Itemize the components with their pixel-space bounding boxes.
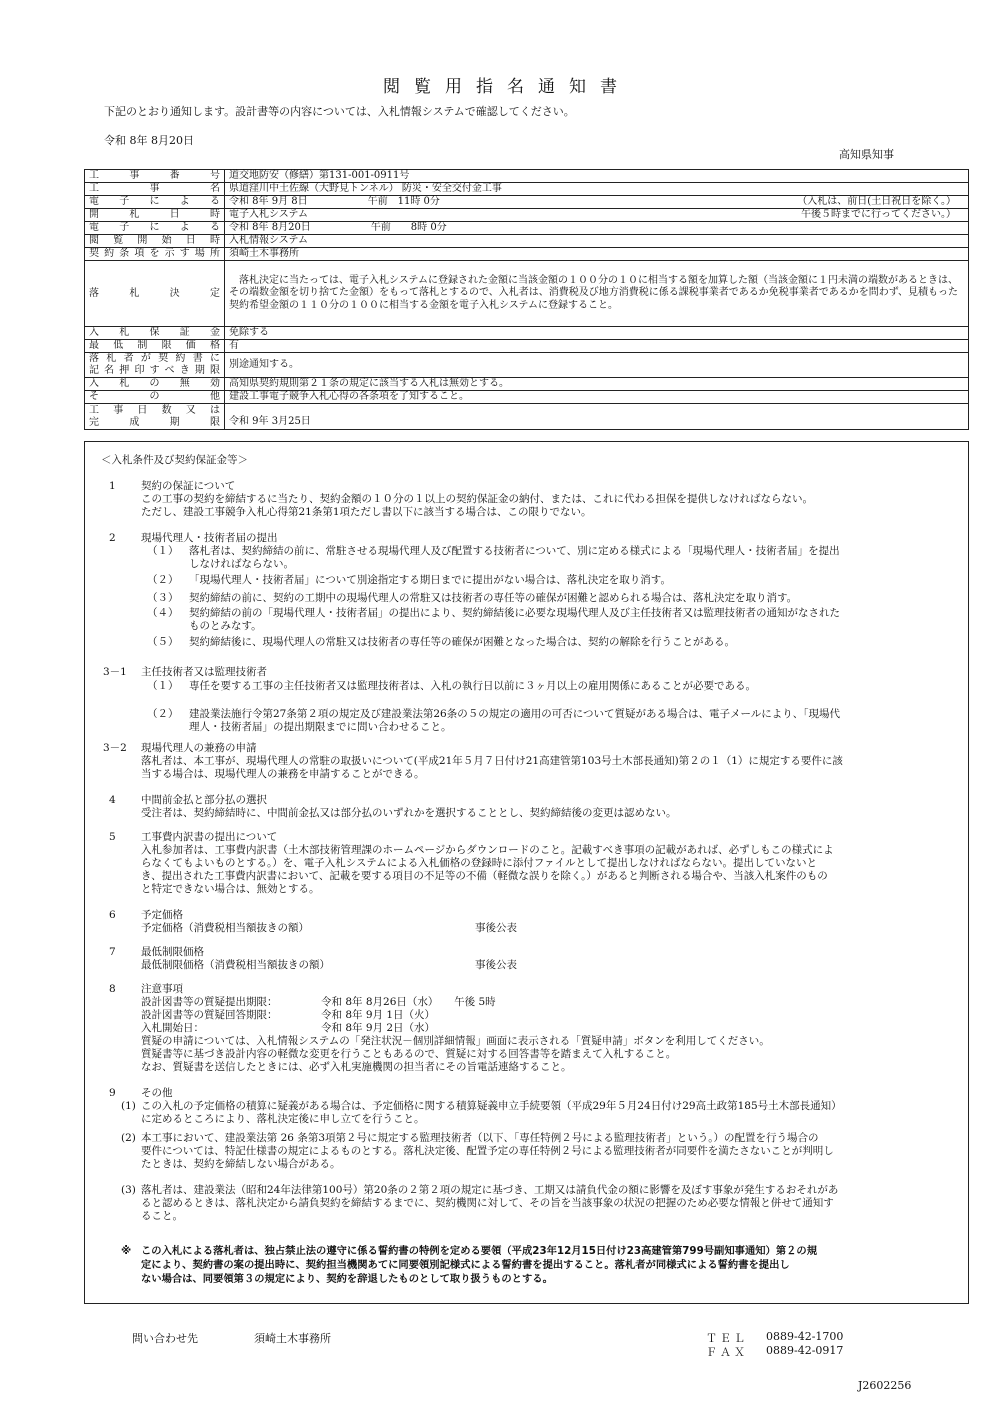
section-number: 3－1 — [103, 666, 127, 678]
fax-label: ＦＡＸ — [706, 1346, 748, 1359]
item-text: 落札者は、契約締結の前に、常駐させる現場代理人及び配置する技術者について、別に定める様式による「現場代理人・技術者届」を提出 — [189, 545, 840, 557]
section-title: 予定価格 — [141, 909, 183, 921]
schedule-value: 令和 8年 9月 2日（水） — [321, 1022, 436, 1034]
info-label: 落札者が契約書に — [89, 353, 220, 364]
info-value: 令和 9年 3月25日 — [225, 404, 969, 430]
info-value: 令和 8年 9月 8日 午前 11時 0分 — [229, 196, 440, 207]
note-text: ない場合は、同要領第３の規定により、契約を辞退したものとして取り扱うものとする。 — [141, 1273, 553, 1285]
section-number: 4 — [109, 794, 116, 806]
document-id: J2602256 — [858, 1379, 912, 1392]
info-row-electronic-2 — [85, 222, 969, 235]
info-value: 落札決定に当たっては、電子入札システムに登録された金額に当該金額の１００分の１０に相当する額を加算した額（当該金額に１円未満の端数があるときは、その端数金額を切り捨てた金額）をもって落札とするので、入札者は、消費税及び地方消費税に係る課税事業者であるか免税事業者であるかを問わず、見積もった契約希望金額の１１０分の１００に相当する金額を電子入札システムに登録すること。 — [225, 261, 969, 327]
schedule-label: 設計図書等の質疑提出期限： — [141, 996, 278, 1008]
fax-number: 0889-42-0917 — [766, 1344, 844, 1357]
note-text: 定により、契約書の案の提出時に、契約担当機関あてに同要領別記様式による誓約書を提出すること。落札者が同様式による誓約書を提出し — [141, 1259, 790, 1271]
contact-label: 問い合わせ先 — [132, 1332, 198, 1345]
section-title: その他 — [141, 1087, 173, 1099]
info-label-line2: 記名押印すべき期限 — [89, 365, 220, 376]
schedule-label: 入札開始日： — [141, 1022, 204, 1034]
section-number: 3－2 — [103, 742, 127, 754]
conditions-heading: ＜入札条件及び契約保証金等＞ — [101, 454, 248, 466]
section-text: この工事の契約を締結するに当たり、契約金額の１０分の１以上の契約保証金の納付、または、これに代わる担保を提供しなければならない。 — [141, 493, 813, 505]
item-text: 「現場代理人・技術者届」について別途指定する期日までに提出がない場合は、落札決定を取り消す。 — [189, 574, 671, 586]
item-text: 契約締結の前に、契約の工期中の現場代理人の常駐又は技術者の専任等の確保が困難と認められる場合は、落札決定を取り消す。 — [189, 592, 798, 604]
info-row-project-name — [85, 183, 969, 196]
info-row-minimum-price — [85, 340, 969, 353]
item-number: (1) — [121, 1100, 136, 1112]
item-text: ること。 — [141, 1210, 183, 1222]
info-value: 県道窪川中土佐線（大野見トンネル） 防災・安全交付金工事 — [225, 183, 969, 196]
section-title: 現場代理人・技術者届の提出 — [141, 532, 278, 544]
info-row-invalid-bid — [85, 378, 969, 391]
item-text: 本工事において、建設業法第 26 条第3項第２号に規定する監理技術者（以下、「専任特例２号による監理技術者」という。）の配置を行う場合の — [141, 1132, 819, 1144]
info-row-contract-place — [85, 248, 969, 261]
item-number: （１） — [147, 680, 179, 692]
item-number: （２） — [147, 574, 179, 586]
section-title: 現場代理人の兼務の申請 — [141, 742, 257, 754]
tel-label: ＴＥＬ — [706, 1332, 748, 1345]
schedule-label: 設計図書等の質疑回答期限： — [141, 1009, 278, 1021]
section-number: 7 — [109, 946, 116, 958]
section-text: と特定できない場合は、無効とする。 — [141, 883, 320, 895]
info-row-bid-deposit — [85, 327, 969, 340]
item-number: （４） — [147, 607, 179, 619]
info-label: 最低制限価格 — [85, 340, 225, 353]
item-text: しなければならない。 — [189, 558, 294, 570]
item-number: （１） — [147, 545, 179, 557]
info-value: 別途通知する。 — [225, 353, 969, 378]
info-value: 道交地防安（修繕）第131-001-0911号 — [225, 170, 969, 183]
bid-conditions-box — [84, 441, 969, 1304]
project-info-table — [84, 169, 969, 430]
info-value: 建設工事電子競争入札心得の各条項を了知すること。 — [225, 391, 969, 404]
item-text: 落札者は、建設業法（昭和24年法律第100号）第20条の２第２項の規定に基づき、工期又は請負代金の額に影響を及ぼす事象が発生するおそれがあ — [141, 1184, 839, 1196]
info-label: 入札の無効 — [85, 378, 225, 391]
section-text: 当する場合は、現場代理人の兼務を申請することができる。 — [141, 768, 425, 780]
info-label: 落札決定 — [85, 261, 225, 327]
item-text: に定めるところにより、落札決定後に申し立てを行うこと。 — [141, 1113, 425, 1125]
price-label: 予定価格（消費税相当額抜きの額） — [141, 922, 309, 934]
info-row-project-number — [85, 170, 969, 183]
info-row-other — [85, 391, 969, 404]
info-value: 令和 8年 8月20日 午前 8時 0分 — [225, 222, 969, 235]
contact-office: 須崎土木事務所 — [254, 1332, 331, 1345]
item-text: たときは、契約を締結しない場合がある。 — [141, 1158, 341, 1170]
info-label: 工事番号 — [85, 170, 225, 183]
issuer-name: 高知県知事 — [839, 148, 894, 161]
price-label: 最低制限価格（消費税相当額抜きの額） — [141, 959, 330, 971]
section-number: 2 — [109, 532, 116, 544]
item-text: 理人・技術者届」の提出期限までに問い合わせること。 — [189, 721, 452, 733]
item-number: （５） — [147, 636, 179, 648]
info-note: 午後５時までに行ってください。） — [801, 209, 956, 220]
info-note: （入札は、前日(土日祝日を除く。） — [797, 196, 956, 207]
info-label: 開札日時 — [85, 209, 225, 222]
issue-date: 令和 8年 8月20日 — [104, 134, 194, 147]
section-text: なお、質疑書を送信したときには、必ず入札実施機関の担当者にその旨電話連絡すること。 — [141, 1061, 572, 1073]
info-value: 入札情報システム — [225, 235, 969, 248]
section-number: 8 — [109, 983, 116, 995]
section-title: 主任技術者又は監理技術者 — [141, 666, 267, 678]
info-row-award-decision — [85, 261, 969, 327]
info-label: 電子による — [85, 196, 225, 209]
item-text: ると認めるときは、落札決定から請負契約を締結するまでに、契約機関に対して、その旨を当該事象の状況の把握のため必要な情報と併せて通知す — [141, 1197, 834, 1209]
item-number: (3) — [121, 1184, 136, 1196]
section-text: 質疑の申請については、入札情報システムの「発注状況－個別詳細情報」画面に表示される「質疑申請」ボタンを利用してください。 — [141, 1035, 770, 1047]
info-label: 閲覧開始日時 — [85, 235, 225, 248]
intro-text: 下記のとおり通知します。設計書等の内容については、入札情報システムで確認してください。 — [104, 105, 575, 118]
info-label: 電子による — [85, 222, 225, 235]
item-number: （３） — [147, 592, 179, 604]
schedule-value: 令和 8年 9月 1日（火） — [321, 1009, 436, 1021]
section-number: 6 — [109, 909, 116, 921]
section-text: 入札参加者は、工事費内訳書（土木部技術管理課のホームページからダウンロードのこと。記載すべき事項の記載があれば、必ずしもこの様式によ — [141, 844, 834, 856]
section-number: 1 — [109, 480, 116, 492]
section-text: 受注者は、契約締結時に、中間前金払又は部分払のいずれかを選択することとし、契約締結後の変更は認めない。 — [141, 807, 677, 819]
info-value: 須崎土木事務所 — [225, 248, 969, 261]
section-text: らなくてもよいものとする。）を、電子入札システムによる入札価格の登録時に添付ファイルとして提出しなければならない。提出していないと — [141, 857, 817, 869]
info-row-signing-deadline — [85, 353, 969, 378]
info-row-completion — [85, 404, 969, 430]
document-title: 閲覧用指名通知書 — [383, 77, 631, 97]
item-text: この入札の予定価格の積算に疑義がある場合は、予定価格に関する積算疑義申立手続要領（平成29年５月24日付け29高土政第185号土木部長通知） — [141, 1100, 842, 1112]
info-value: 免除する — [225, 327, 969, 340]
section-title: 最低制限価格 — [141, 946, 204, 958]
section-title: 契約の保証について — [141, 480, 236, 492]
item-text: 専任を要する工事の主任技術者又は監理技術者は、入札の執行日以前に３ヶ月以上の雇用関係にあることが必要である。 — [189, 680, 756, 692]
section-text: 質疑書等に基づき設計内容の軽微な変更を行うこともあるので、質疑に対する回答書等を踏まえて入札すること。 — [141, 1048, 677, 1060]
info-value: 高知県契約規則第２１条の規定に該当する入札は無効とする。 — [225, 378, 969, 391]
info-value: 電子入札システム — [229, 209, 308, 220]
info-row-viewing-start — [85, 235, 969, 248]
item-text: 建設業法施行令第27条第２項の規定及び建設業法第26条の５の規定の適用の可否について質疑がある場合は、電子メールにより、「現場代 — [189, 708, 841, 720]
info-row-electronic-1 — [85, 196, 969, 209]
item-text: ものとみなす。 — [189, 620, 262, 632]
item-text: 契約締結後に、現場代理人の常駐又は技術者の専任等の確保が困難となった場合は、契約の解除を行うことがある。 — [189, 636, 735, 648]
info-label: 工事名 — [85, 183, 225, 196]
info-value: 有 — [225, 340, 969, 353]
note-mark: ※ — [121, 1245, 132, 1257]
section-text: ただし、建設工事競争入札心得第21条第1項ただし書以下に該当する場合は、この限りでない。 — [141, 506, 592, 518]
section-text: き、提出された工事費内訳書において、記載を要する項目の不足等の不備（軽微な誤りを除く。）があると判断される場合や、当該入札案件のもの — [141, 870, 828, 882]
note-text: この入札による落札者は、独占禁止法の遵守に係る誓約書の特例を定める要領（平成23年12月15日付け23高建管第799号副知事通知）第２の規 — [141, 1245, 818, 1257]
section-title: 注意事項 — [141, 983, 183, 995]
section-title: 中間前金払と部分払の選択 — [141, 794, 267, 806]
info-label: その他 — [85, 391, 225, 404]
price-value: 事後公表 — [475, 922, 517, 934]
section-number: 5 — [109, 831, 116, 843]
item-text: 契約締結の前の「現場代理人・技術者届」の提出により、契約締結後に必要な現場代理人及び主任技術者又は監理技術者の通知がなされた — [189, 607, 840, 619]
info-label-line2: 完成期限 — [89, 416, 220, 428]
item-number: （２） — [147, 708, 179, 720]
section-number: 9 — [109, 1087, 116, 1099]
item-number: (2) — [121, 1132, 136, 1144]
info-label: 工事日数又は — [89, 404, 220, 416]
section-text: 落札者は、本工事が、現場代理人の常駐の取扱いについて(平成21年５月７日付け21高建管第103号土木部長通知)第２の１（1）に規定する要件に該 — [141, 755, 843, 767]
price-value: 事後公表 — [475, 959, 517, 971]
info-label: 契約条項を示す場所 — [85, 248, 225, 261]
info-row-opening-date — [85, 209, 969, 222]
tel-number: 0889-42-1700 — [766, 1330, 844, 1343]
section-title: 工事費内訳書の提出について — [141, 831, 278, 843]
schedule-value: 令和 8年 8月26日（水） 午後 5時 — [321, 996, 496, 1008]
info-label: 入札保証金 — [85, 327, 225, 340]
item-text: 要件については、特記仕様書の規定によるものとする。落札決定後、配置予定の専任特例２号による監理技術者が同要件を満たさないことが判明し — [141, 1145, 834, 1157]
